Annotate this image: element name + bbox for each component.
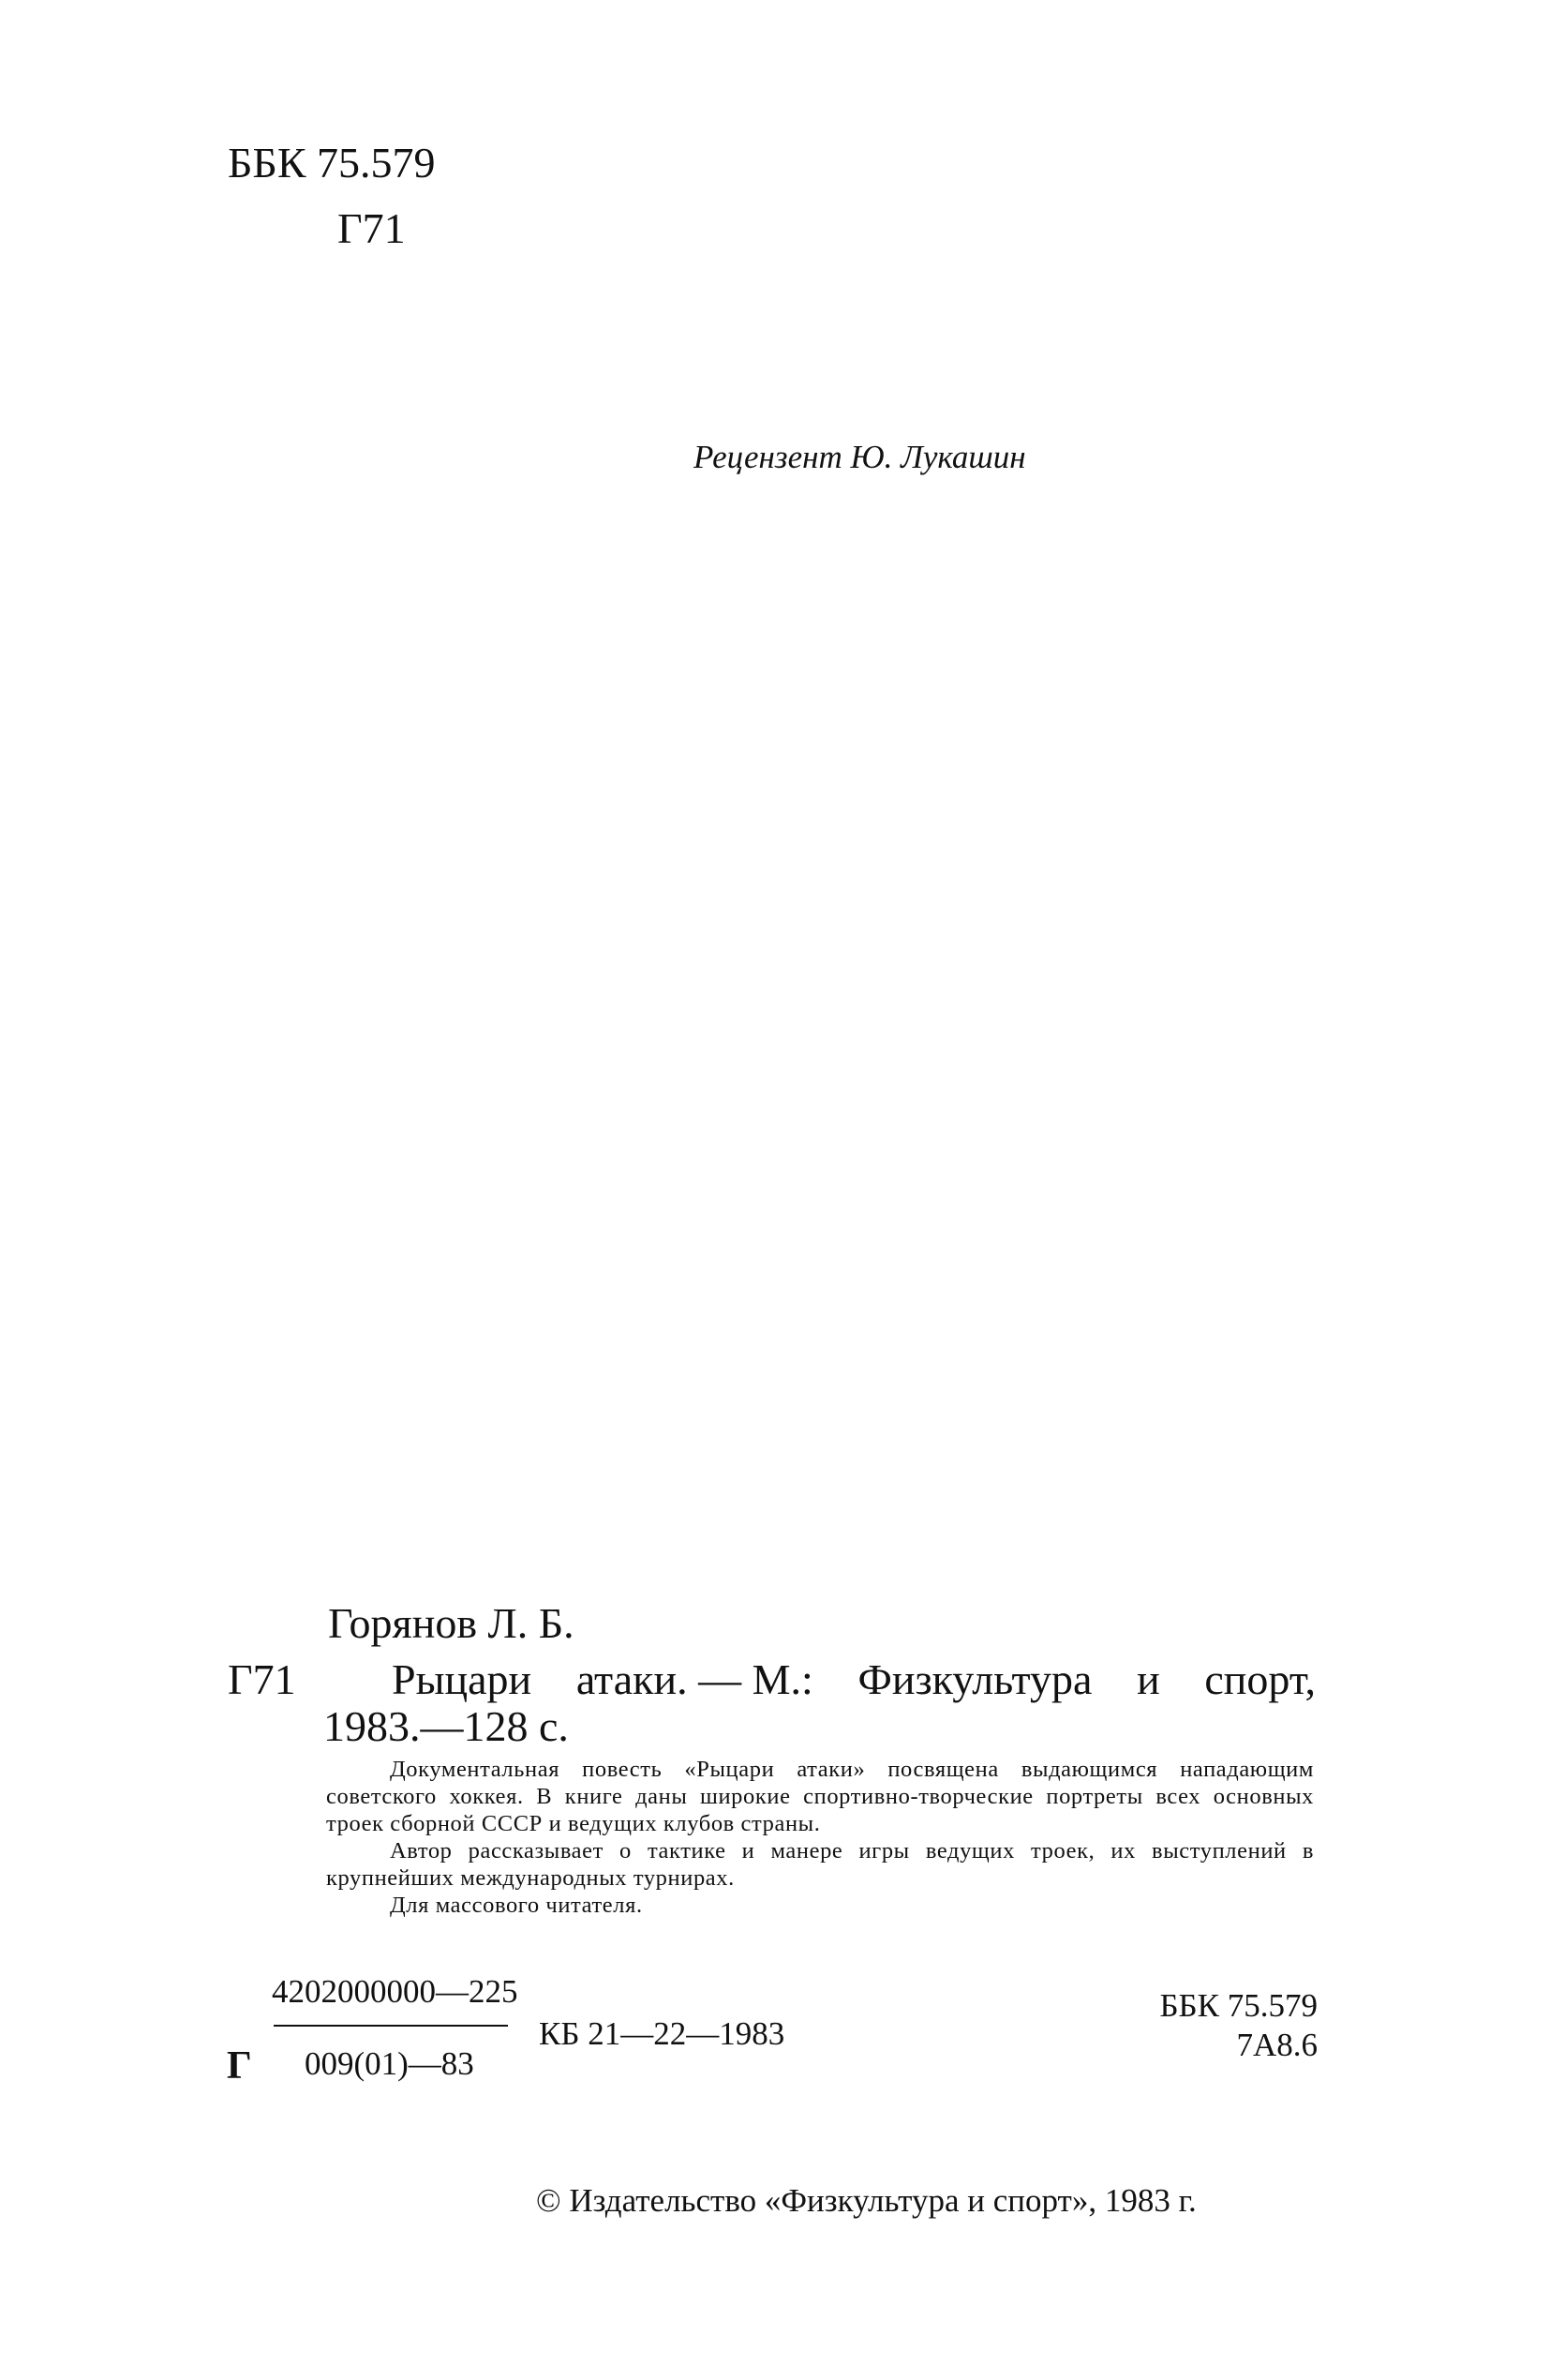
annotation-paragraph-2: Автор рассказывает о тактике и манере игры ведущих троек, их выступлений в крупнейших международных турнирах. [326, 1838, 1314, 1891]
year-and-pages: 1983.—128 с. [323, 1702, 569, 1750]
bbk-classification-bottom: ББК 75.579 [1159, 1987, 1318, 2024]
imprint-numerator: 4202000000—225 [272, 1973, 518, 2010]
imprint-kb: КБ 21—22—1983 [539, 2015, 785, 2052]
annotation-paragraph-1: Документальная повесть «Рыцари атаки» посвящена выдающимся нападающим советского хоккея. В книге даны широкие спортивно-творческие портреты всех основных троек сборной СССР и ведущих клубов страны. [326, 1757, 1314, 1836]
author-code-side: Г71 [228, 1655, 296, 1703]
title-word: Физкультура [857, 1655, 1093, 1703]
title-word: Рыцари [392, 1655, 532, 1703]
imprint-letter: Г [227, 2044, 252, 2088]
annotation [326, 1756, 1314, 1919]
title-word: и [1137, 1655, 1160, 1703]
author-code-top: Г71 [337, 204, 406, 252]
fraction-line [274, 2025, 508, 2027]
title-line [392, 1654, 1316, 1704]
copyright-line: © Издательство «Физкультура и спорт», 1983 г. [536, 2182, 1197, 2219]
title-word: спорт, [1204, 1655, 1316, 1703]
annotation-paragraph-3: Для массового читателя. [390, 1893, 643, 1918]
title-word: атаки. — М.: [575, 1655, 813, 1703]
bbk-subclass: 7А8.6 [1236, 2027, 1318, 2063]
author-name: Горянов Л. Б. [328, 1599, 574, 1647]
imprint-denominator: 009(01)—83 [305, 2045, 474, 2082]
bbk-classification-top: ББК 75.579 [228, 139, 436, 187]
reviewer-line: Рецензент Ю. Лукашин [693, 439, 1026, 475]
